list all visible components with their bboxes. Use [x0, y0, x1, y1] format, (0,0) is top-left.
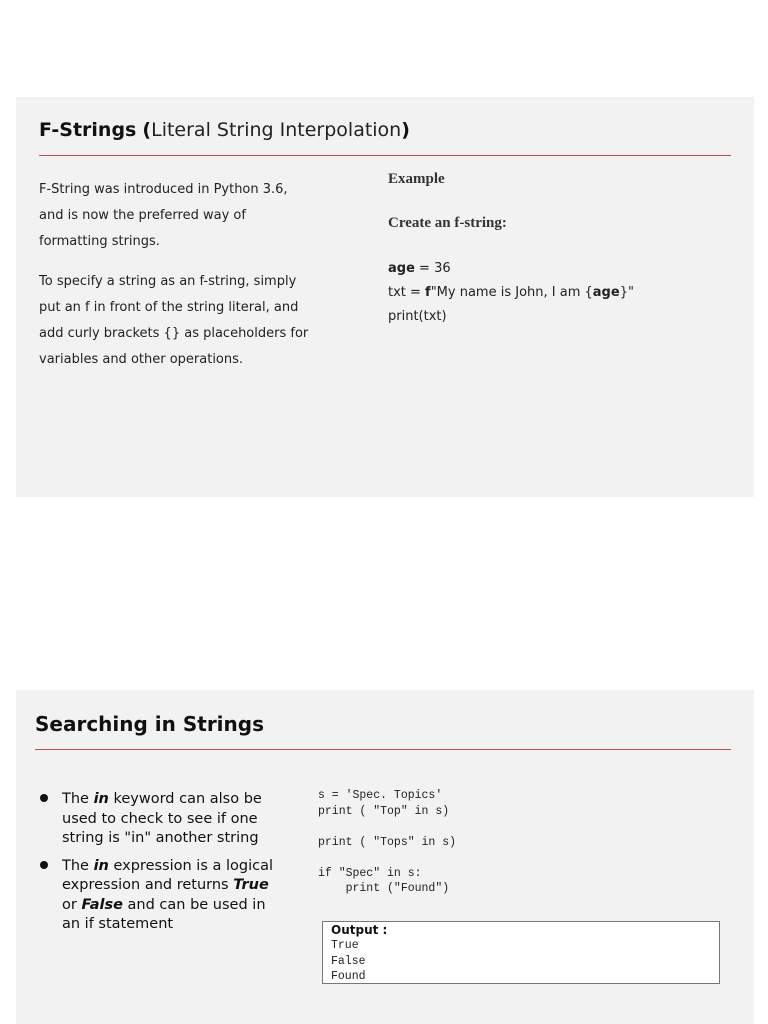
- code-line: txt = f"My name is John, I am {age}": [388, 285, 634, 300]
- title-divider: [35, 749, 731, 750]
- example-code: [388, 257, 634, 329]
- slide-title: Searching in Strings: [35, 712, 264, 736]
- searching-slide: [16, 690, 754, 1024]
- bullet-list: [38, 790, 278, 943]
- intro-paragraph: F-String was introduced in Python 3.6, and is now the preferred way of formatting strings.: [39, 182, 288, 249]
- list-item: The in keyword can also be used to check to see if one string is "in" another string: [38, 790, 278, 849]
- bullet-icon: [40, 794, 48, 802]
- list-item: The in expression is a logical expression and returns True or False and can be used in an if statement: [38, 857, 278, 935]
- title-divider: [39, 155, 731, 156]
- code-block: s = 'Spec. Topics' print ( "Top" in s) print ( "Tops" in s) if "Spec" in s: print ("Found"): [318, 789, 457, 895]
- code-line: print(txt): [388, 309, 447, 324]
- example-heading: Example: [388, 171, 445, 187]
- output-label: Output :: [331, 923, 388, 937]
- usage-paragraph: To specify a string as an f-string, simply put an f in front of the string literal, and add curly brackets {} as placeholders for variables and other operations.: [39, 274, 309, 367]
- output-text: True False Found: [331, 939, 366, 983]
- fstrings-slide: [16, 97, 754, 497]
- slide-title: F-Strings (Literal String Interpolation): [39, 119, 410, 141]
- output-box: [322, 921, 720, 984]
- create-heading: Create an f-string:: [388, 215, 507, 231]
- code-line: age = 36: [388, 261, 451, 276]
- description-text: [39, 177, 309, 387]
- bullet-icon: [40, 861, 48, 869]
